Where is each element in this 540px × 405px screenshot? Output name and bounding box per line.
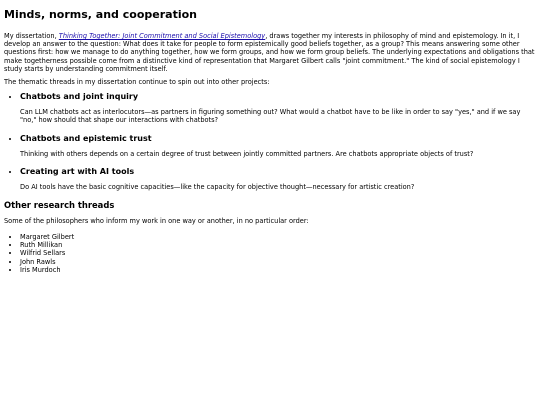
thread-heading: • Chatbots and joint inquiry	[20, 92, 139, 102]
thread-text: Thinking with others depends on a certain degree of trust between jointly committed partners. Are chatbots appropriate objects of trust?	[20, 149, 474, 158]
list-item: • John Rawls	[20, 258, 536, 266]
intro-text-before-link: My dissertation,	[4, 32, 59, 40]
thread-item	[20, 92, 536, 124]
thread-item	[20, 167, 536, 191]
dissertation-link[interactable]: Thinking Together: Joint Commitment and Social Epistemology	[58, 32, 266, 40]
other-threads-intro: Some of the philosophers who inform my work in one way or another, in no particular order:	[4, 217, 309, 226]
intro-text-after-link: , draws together my interests in philosophy of mind and epistemology. In it, I develop an answer to the question: What does it take for people to form epistemically good beliefs together, as a group? This means answering some other questions first: how we manage to do anything together, how we form groups, and how we form group beliefs. The underlying expectations and obligations that make togetherness possible come from a distinctive kind of representation that Margaret Gilbert calls "joint commitment." The kind of social epistemology I study starts by understanding commitment itself.	[4, 32, 535, 73]
thread-text: Can LLM chatbots act as interlocutors—as partners in figuring something out? What would a chatbot have to be like in order to say "yes," and if we say "no," how should that shape our interactions with chatbots?	[20, 108, 521, 125]
page-title: Minds, norms, and cooperation	[4, 8, 197, 21]
threads-list	[4, 92, 536, 191]
thread-heading: • Chatbots and epistemic trust	[20, 133, 152, 143]
list-item: • Iris Murdoch	[20, 266, 536, 274]
list-item: • Ruth Millikan	[20, 241, 536, 249]
thread-text: Do AI tools have the basic cognitive capacities—like the capacity for objective thought—necessary for artistic creation?	[20, 182, 415, 191]
intro-paragraph	[4, 32, 536, 73]
philosophers-list	[4, 233, 536, 273]
list-item: • Margaret Gilbert	[20, 233, 536, 241]
thread-item	[20, 134, 536, 158]
thread-heading: • Creating art with AI tools	[20, 166, 135, 176]
threads-intro: The thematic threads in my dissertation continue to spin out into other projects:	[4, 78, 270, 87]
list-item: • Wilfrid Sellars	[20, 249, 536, 257]
other-threads-heading: Other research threads	[4, 200, 115, 211]
